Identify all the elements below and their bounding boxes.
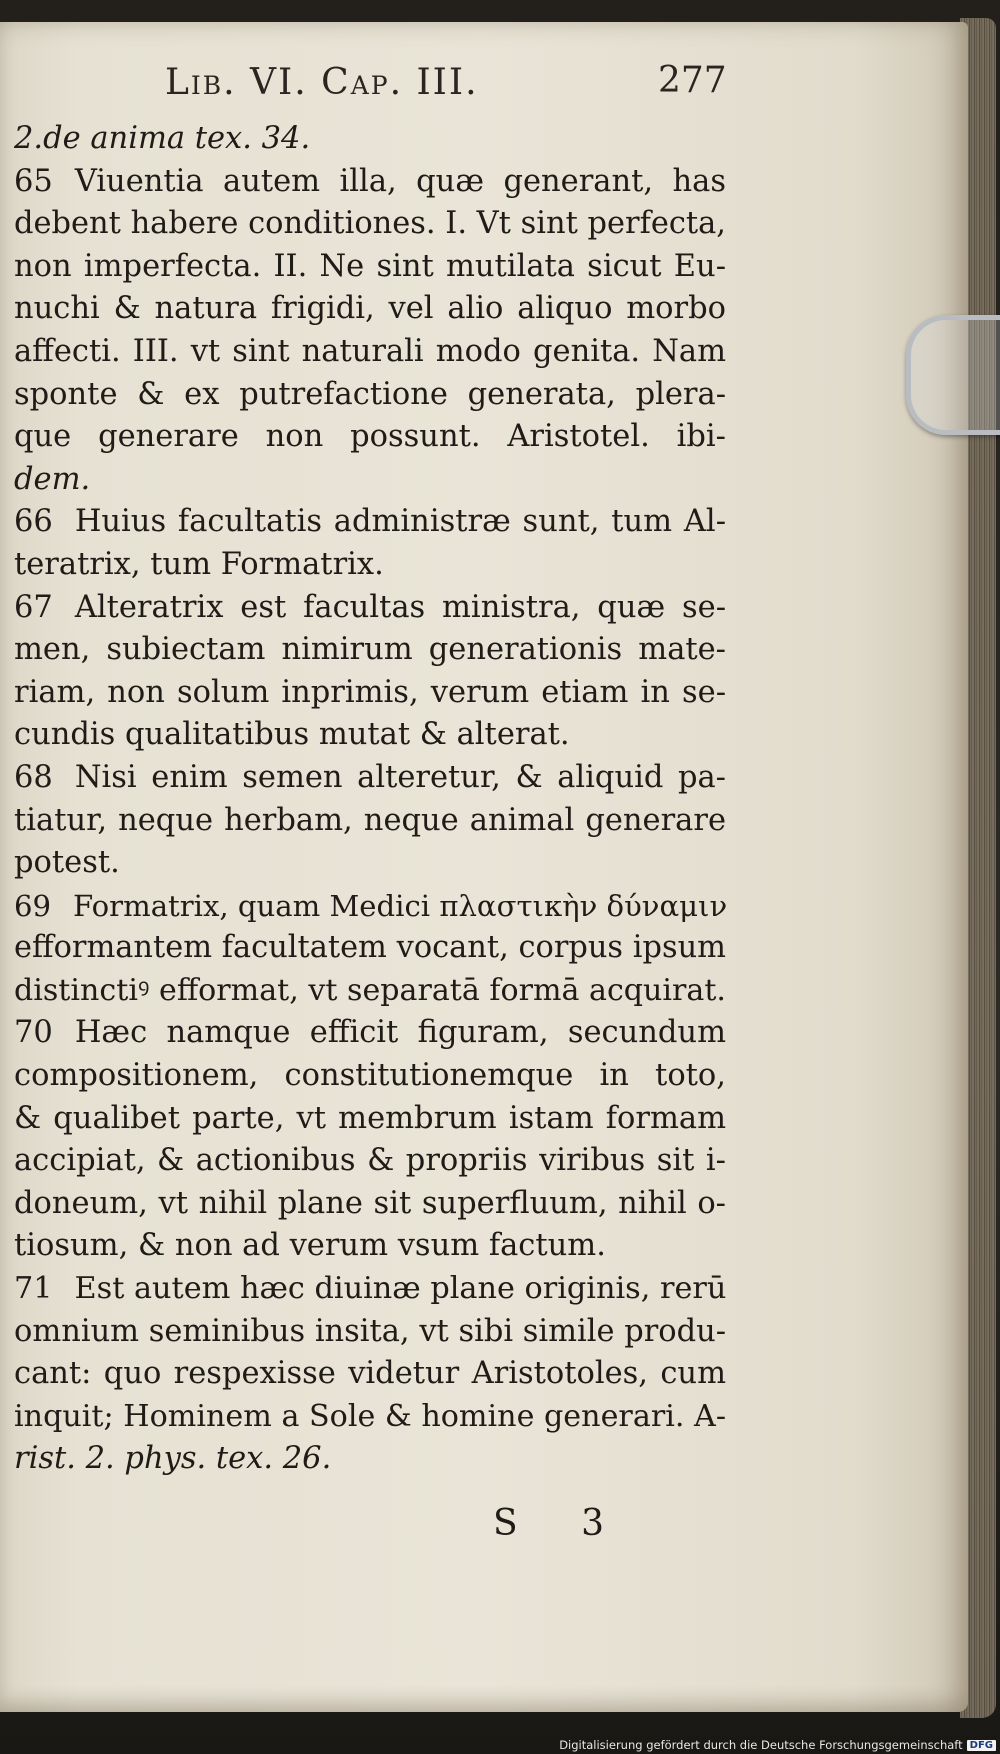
text-line: [14, 459, 726, 502]
line-text: omnium seminibus insita, vt sibi simile produ-: [14, 1313, 726, 1349]
page-clip: [906, 315, 1000, 435]
line-text: teratrix, tum Formatrix.: [14, 546, 384, 582]
line-text: compositionem, constitutionemque in toto,: [14, 1058, 726, 1094]
text-line: [14, 501, 726, 544]
line-text: efformantem facultatem vocant, corpus ipsum: [14, 930, 726, 966]
text-line: [14, 118, 726, 161]
line-text: Formatrix, quam Medici πλαστικὴν δύναμιν: [73, 888, 728, 923]
running-head: Lib. VI. Cap. III.: [165, 62, 479, 103]
credit-text: Digitalisierung gefördert durch die Deutsche Forschungsgemeinschaft: [559, 1738, 963, 1752]
paragraph-number: 66: [14, 504, 53, 540]
text-line: [14, 629, 726, 672]
text-line: [14, 288, 726, 331]
line-text: doneum, vt nihil plane sit superfluum, nihil o-: [14, 1185, 726, 1221]
paragraph-number: 70: [14, 1015, 53, 1051]
text-line: [14, 757, 726, 800]
line-text: Alteratrix est facultas ministra, quæ se-: [74, 589, 726, 625]
signature-mark: S 3: [493, 1503, 631, 1544]
line-text: que generare non possunt. Aristotel. ibi-: [14, 419, 726, 455]
text-line: [14, 416, 726, 459]
line-text: nuchi & natura frigidi, vel alio aliquo morbo: [14, 291, 726, 327]
line-text: distinctiꝰ efformat, vt separatā formā acquirat.: [14, 972, 726, 1008]
line-text: non imperfecta. II. Ne sint mutilata sicut Eu-: [14, 248, 726, 284]
line-text: tiatur, neque herbam, neque animal generare: [14, 802, 726, 838]
text-line: [14, 1012, 726, 1055]
text-line: [14, 1353, 726, 1396]
line-text: men, subiectam nimirum generationis mate-: [14, 632, 726, 668]
text-line: [14, 970, 726, 1013]
line-text: Hæc namque efficit figuram, secundum: [74, 1015, 726, 1051]
text-line: [14, 161, 726, 204]
text-line: [14, 1225, 726, 1268]
text-line: [14, 246, 726, 289]
line-text: accipiat, & actionibus & propriis viribus sit i-: [14, 1143, 726, 1179]
paragraph-number: 65: [14, 163, 53, 199]
text-line: [14, 1268, 726, 1311]
line-text: 2.de anima tex. 34.: [14, 121, 311, 156]
text-line: [14, 1140, 726, 1183]
line-text: sponte & ex putrefactione generata, plera-: [14, 376, 726, 412]
text-line: [14, 1183, 726, 1226]
page-number: 277: [658, 60, 727, 101]
paragraph-number: 71: [14, 1271, 53, 1307]
line-text: Viuentia autem illa, quæ generant, has: [74, 163, 726, 199]
line-text: Est autem hæc diuinæ plane originis, rerū: [74, 1271, 727, 1307]
text-line: [14, 587, 726, 630]
text-line: [14, 544, 726, 587]
body-text: [14, 118, 726, 1481]
line-text: rist. 2. phys. tex. 26.: [14, 1441, 332, 1477]
paragraph-number: 69: [14, 888, 52, 923]
text-line: [14, 1311, 726, 1354]
line-text: cant: quo respexisse videtur Aristotoles, cum: [14, 1356, 726, 1392]
line-text: potest.: [14, 845, 120, 881]
paragraph-number: 68: [14, 759, 53, 795]
text-line: [14, 927, 726, 970]
text-line: [14, 374, 726, 417]
text-line: [14, 203, 726, 246]
line-text: debent habere conditiones. I. Vt sint perfecta,: [14, 206, 726, 242]
text-line: [14, 331, 726, 374]
line-text: Nisi enim semen alteretur, & aliquid pa-: [74, 759, 726, 795]
text-line: [14, 714, 726, 757]
line-text: affecti. III. vt sint naturali modo genita. Nam: [14, 333, 726, 369]
text-line: [14, 1396, 726, 1439]
line-text: dem.: [14, 461, 91, 497]
line-text: tiosum, & non ad verum vsum factum.: [14, 1228, 606, 1264]
text-line: [14, 672, 726, 715]
text-line: [14, 1055, 726, 1098]
line-text: inquit; Hominem a Sole & homine generari. A-: [14, 1398, 727, 1434]
line-text: riam, non solum inprimis, verum etiam in se-: [14, 674, 726, 710]
line-text: cundis qualitatibus mutat & alterat.: [14, 717, 570, 753]
digitization-credit: [559, 1738, 996, 1752]
paragraph-number: 67: [14, 589, 53, 625]
text-line: [14, 885, 726, 928]
text-line: [14, 842, 726, 885]
text-line: [14, 800, 726, 843]
line-text: Huius facultatis administræ sunt, tum Al-: [74, 504, 726, 540]
text-line: [14, 1098, 726, 1141]
dfg-logo: DFG: [967, 1740, 996, 1751]
line-text: & qualibet parte, vt membrum istam formam: [14, 1100, 726, 1136]
text-line: [14, 1438, 726, 1481]
